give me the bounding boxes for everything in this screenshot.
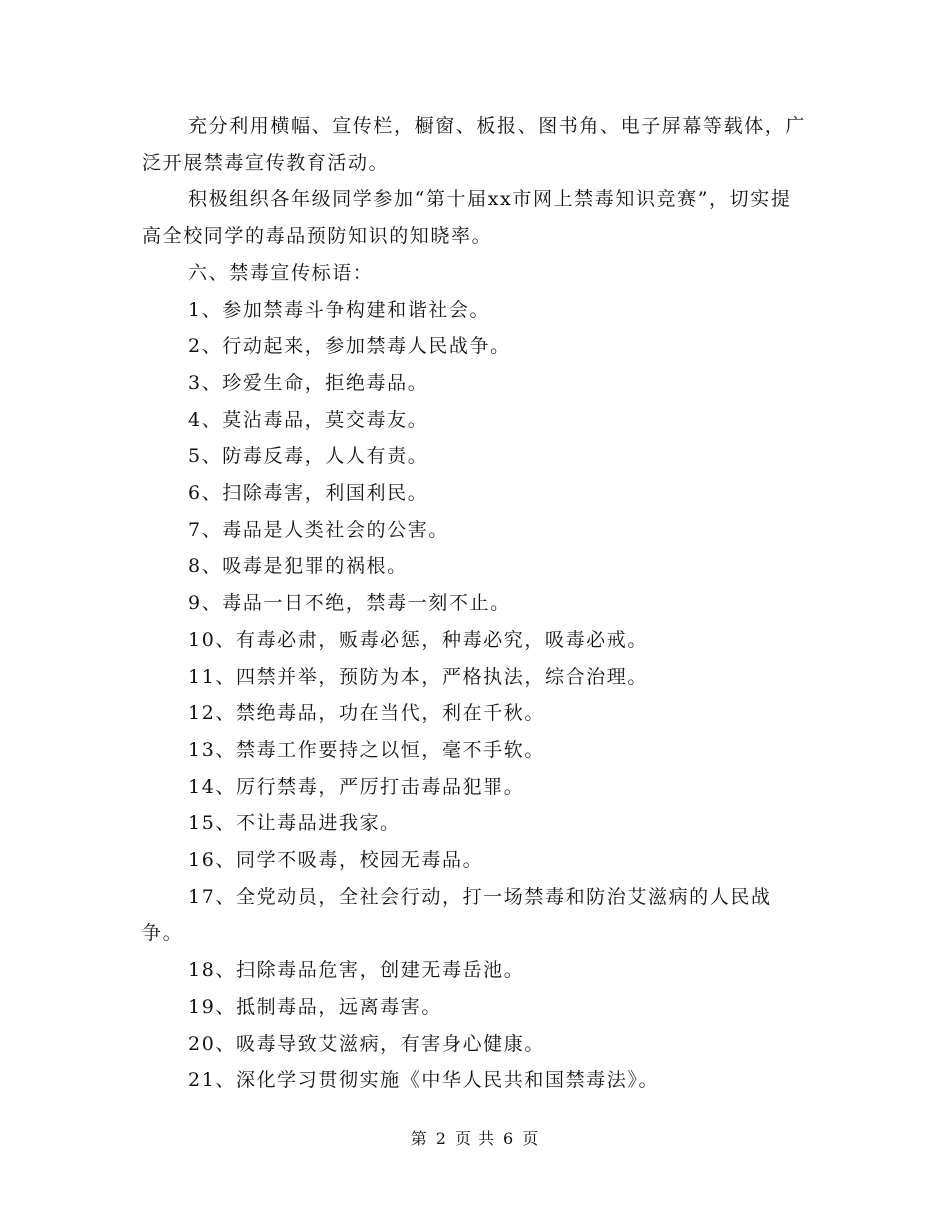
list-item: 4、莫沾毒品，莫交毒友。 <box>188 408 429 431</box>
paragraph: 充分利用横幅、宣传栏，橱窗、板报、图书角、电子屏幕等载体，广泛开展禁毒宣传教育活动。 <box>142 115 807 174</box>
footer-prefix: 第 <box>410 1129 428 1148</box>
list-item: 11、四禁并举，预防为本，严格执法，综合治理。 <box>188 665 648 688</box>
list-item: 7、毒品是人类社会的公害。 <box>188 518 449 541</box>
list-item: 13、禁毒工作要持之以恒，毫不手软。 <box>188 738 545 761</box>
footer-middle: 页 共 <box>454 1129 496 1148</box>
list-item: 10、有毒必肃，贩毒必惩，种毒必究，吸毒必戒。 <box>188 628 648 651</box>
list-item: 1、参加禁毒斗争构建和谐社会。 <box>188 298 491 321</box>
list-item: 9、毒品一日不绝，禁毒一刻不止。 <box>188 592 511 615</box>
list-item: 8、吸毒是犯罪的祸根。 <box>188 555 408 578</box>
list-item: 21、深化学习贯彻实施《中华人民共和国禁毒法》。 <box>188 1069 660 1092</box>
list-item: 15、不让毒品进我家。 <box>188 812 401 835</box>
list-item: 3、珍爱生命，拒绝毒品。 <box>188 371 429 394</box>
footer-page-number: 2 <box>435 1129 447 1148</box>
list-item: 16、同学不吸毒，校园无毒品。 <box>188 849 484 872</box>
footer-total-pages: 6 <box>503 1129 515 1148</box>
paragraph: 积极组织各年级同学参加“第十届xx市网上禁毒知识竞赛”，切实提高全校同学的毒品预防知识的知晓率。 <box>142 188 792 248</box>
list-item: 19、抵制毒品，远离毒害。 <box>188 995 442 1018</box>
list-item: 20、吸毒导致艾滋病，有害身心健康。 <box>188 1032 545 1055</box>
list-item: 14、厉行禁毒，严厉打击毒品犯罪。 <box>188 775 525 798</box>
page-footer <box>0 1126 950 1149</box>
list-item: 6、扫除毒害，利国利民。 <box>188 482 429 505</box>
list-item: 18、扫除毒品危害，创建无毒岳池。 <box>188 959 525 982</box>
section-heading: 六、禁毒宣传标语： <box>188 261 374 284</box>
list-item: 5、防毒反毒，人人有责。 <box>188 445 429 468</box>
list-item: 17、全党动员，全社会行动，打一场禁毒和防治艾滋病的人民战争。 <box>142 885 772 945</box>
document-body <box>142 108 810 1099</box>
footer-suffix: 页 <box>522 1129 540 1148</box>
list-item: 12、禁绝毒品，功在当代，利在千秋。 <box>188 702 545 725</box>
list-item: 2、行动起来，参加禁毒人民战争。 <box>188 335 511 358</box>
